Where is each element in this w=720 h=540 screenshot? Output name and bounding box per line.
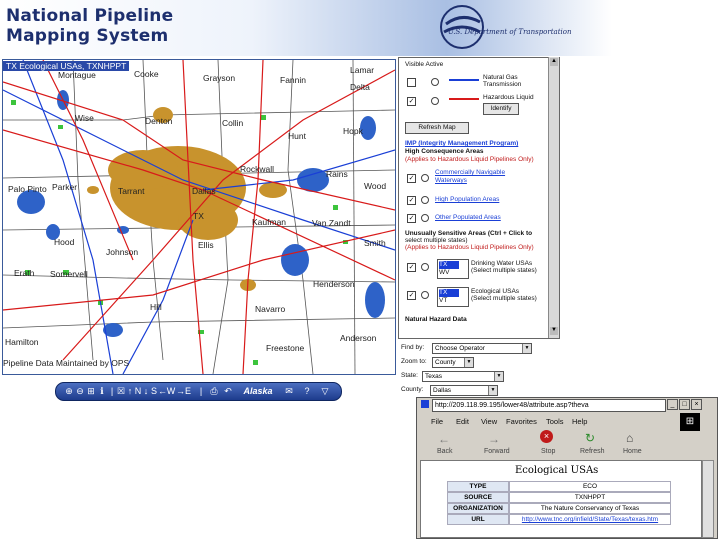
waterways-checkbox[interactable]: ✓ [408, 175, 415, 182]
usa-note: (Applies to Hazardous Liquid Pipelines Only) [405, 244, 534, 251]
county-label-field: County: [401, 386, 424, 393]
county-label: Palo Pinto [8, 184, 47, 194]
dot-logo-icon [436, 4, 488, 50]
county-label: Collin [222, 118, 244, 128]
waterways-link-2[interactable]: Waterways [435, 177, 467, 184]
menu-help[interactable]: Help [572, 417, 588, 426]
print-icon[interactable]: ⎙ [210, 386, 218, 396]
maximize-icon[interactable]: □ [679, 399, 690, 410]
zoom-to-value: County [435, 359, 456, 366]
county-value: Dallas [433, 387, 452, 394]
page-title: Ecological USAs [515, 465, 599, 476]
gas-label-2: Transmission [483, 81, 522, 88]
county-label: Kaufman [252, 217, 287, 227]
county-label: Rockwall [240, 164, 275, 174]
refresh-button[interactable]: Refresh [580, 448, 605, 455]
usa-title-2: select multiple states) [405, 237, 468, 244]
identify-button[interactable]: Identify [483, 103, 519, 115]
attr-key: TYPE [447, 481, 509, 492]
county-label: Montague [58, 70, 96, 80]
county-label: Lamar [350, 65, 375, 75]
chevron-down-icon: ▼ [494, 372, 503, 381]
county-label: Fannin [280, 75, 306, 85]
other-pop-radio[interactable] [421, 214, 429, 222]
liquid-visible-checkbox[interactable]: ✓ [408, 98, 415, 105]
state-option[interactable]: VT [439, 297, 448, 304]
county-label: Hopk [343, 126, 363, 136]
panel-scrollbar[interactable] [548, 57, 559, 338]
back-button[interactable]: Back [437, 448, 453, 455]
close-icon[interactable]: × [691, 399, 702, 410]
attr-value: The Nature Conservancy of Texas [509, 503, 671, 514]
help-icon[interactable]: ? [304, 386, 310, 396]
gas-active-radio[interactable] [431, 78, 439, 86]
county-select[interactable] [430, 385, 498, 396]
county-label: Rains [326, 169, 348, 179]
zoom-out-icon[interactable]: ⊖ [76, 386, 84, 396]
waterways-radio[interactable] [421, 174, 429, 182]
map-toolbar [55, 382, 342, 401]
attribute-page [420, 460, 702, 538]
usa-title: Unusually Sensitive Areas (Ctrl + Click to [405, 230, 533, 237]
waterways-link[interactable]: Commercially Navigable [435, 169, 506, 176]
menu-file[interactable]: File [431, 417, 444, 426]
hca-title: High Consequence Areas [405, 148, 484, 155]
scroll-down-icon[interactable]: ▼ [551, 327, 557, 333]
other-pop-link[interactable]: Other Populated Areas [435, 214, 501, 221]
drinking-label: Drinking Water USAs [471, 260, 533, 267]
county-label: Tarrant [118, 186, 145, 196]
attr-key: SOURCE [447, 492, 509, 503]
forward-arrow-icon[interactable]: → [488, 432, 500, 446]
drinking-state-list[interactable] [437, 259, 469, 279]
agency-caption: U.S. Department of Transportation [448, 28, 572, 36]
find-by-select[interactable] [432, 343, 532, 354]
browser-scrollbar[interactable] [702, 460, 714, 538]
panel-header: Visible Active [405, 61, 444, 68]
county-label: Smith [364, 238, 386, 248]
high-pop-radio[interactable] [421, 196, 429, 204]
eco-checkbox[interactable]: ✓ [408, 292, 415, 299]
eco-label: Ecological USAs [471, 288, 520, 295]
county-label: Van Zandt [312, 218, 351, 228]
gas-visible-checkbox[interactable] [407, 78, 416, 87]
county-label: Johnson [106, 247, 139, 257]
gas-line-swatch [449, 78, 479, 82]
pan-north-button[interactable]: N [134, 386, 142, 396]
attr-value: TXNHPPT [509, 492, 671, 503]
eco-note: (Select multiple states) [471, 295, 537, 302]
drinking-water-radio[interactable] [421, 263, 429, 271]
pan-east-button[interactable]: E [184, 386, 191, 396]
title-line-1: National Pipeline [6, 6, 174, 26]
county-label: Anderson [340, 333, 377, 343]
hca-note: (Applies to Hazardous Liquid Pipelines Only) [405, 156, 534, 163]
state-option[interactable]: TX [439, 289, 459, 297]
county-label: Hamilton [5, 337, 39, 347]
gas-label-1: Natural Gas [483, 74, 518, 81]
arrow-left-icon[interactable]: ← [158, 386, 167, 396]
high-pop-checkbox[interactable]: ✓ [408, 197, 415, 204]
county-label: Freestone [266, 343, 305, 353]
county-label: Cooke [134, 69, 159, 79]
state-value: Texas [425, 373, 442, 380]
menu-tools[interactable]: Tools [546, 417, 564, 426]
pan-icon[interactable]: ☒ [116, 386, 126, 396]
arrow-right-icon[interactable]: → [176, 386, 185, 396]
map-caption: Pipeline Data Maintained by OPS [3, 358, 130, 368]
scroll-up-icon[interactable]: ▲ [551, 58, 557, 64]
legend-panel [398, 57, 560, 339]
drinking-note: (Select multiple states) [471, 267, 537, 274]
imp-link[interactable]: IMP (Integrity Management Program) [405, 140, 519, 147]
zoom-in-icon[interactable]: ⊕ [65, 386, 73, 396]
drinking-water-checkbox[interactable]: ✓ [408, 264, 415, 271]
county-label: Dallas [192, 186, 216, 196]
page-header [0, 0, 720, 56]
triangle-icon[interactable]: ▽ [321, 386, 329, 396]
pan-west-button[interactable]: W [166, 386, 176, 396]
other-pop-checkbox[interactable]: ✓ [408, 215, 415, 222]
liquid-active-radio[interactable] [431, 97, 439, 105]
arrow-down-icon[interactable]: ↓ [143, 386, 149, 396]
county-label: Hunt [288, 131, 306, 141]
pan-south-button[interactable]: S [150, 386, 157, 396]
attr-url-link[interactable]: http://www.tnc.org/infield/State/Texas/texas.htm [509, 514, 671, 525]
chevron-down-icon: ▼ [488, 386, 497, 395]
liquid-line-swatch [449, 97, 479, 101]
address-bar[interactable]: http://209.118.99.195/lower48/attribute.asp?theva [432, 399, 666, 412]
county-label: Erath [14, 268, 35, 278]
chevron-down-icon: ▼ [522, 344, 531, 353]
back-arrow-icon[interactable]: ← [438, 432, 450, 446]
forward-button[interactable]: Forward [484, 448, 510, 455]
state-option[interactable]: WV [439, 269, 450, 276]
windows-logo-icon: ⊞ [680, 413, 700, 431]
county-label: Navarro [255, 304, 286, 314]
home-icon[interactable]: ⌂ [626, 431, 634, 445]
minimize-icon[interactable]: _ [667, 399, 678, 410]
natural-hazard-title: Natural Hazard Data [405, 316, 467, 323]
arrow-up-icon[interactable]: ↑ [127, 386, 133, 396]
county-label: Henderson [313, 279, 355, 289]
stop-icon[interactable]: × [540, 430, 553, 443]
county-label: Wise [75, 113, 94, 123]
zoom-to-label: Zoom to: [401, 358, 427, 365]
title-line-2: Mapping System [6, 26, 169, 46]
state-select[interactable] [422, 371, 504, 382]
menu-view[interactable]: View [481, 417, 498, 426]
refresh-icon[interactable]: ↻ [585, 431, 596, 445]
county-label: Somervell [50, 269, 88, 279]
county-label: Wood [364, 181, 387, 191]
zoom-to-select[interactable] [432, 357, 474, 368]
county-label: Hill [150, 302, 162, 312]
stop-button[interactable]: Stop [541, 448, 556, 455]
state-label: State: [401, 372, 418, 379]
alaska-button[interactable]: Alaska [243, 386, 273, 396]
county-label: Grayson [203, 73, 236, 83]
county-label: TX [193, 211, 204, 221]
refresh-map-button[interactable]: Refresh Map [405, 122, 469, 134]
menu-favorites[interactable]: Favorites [506, 417, 537, 426]
attr-key: ORGANIZATION [447, 503, 509, 514]
separator-icon: | [199, 386, 203, 396]
county-label: Parker [52, 182, 78, 192]
county-label: Hood [54, 237, 75, 247]
mail-icon[interactable]: ✉ [285, 386, 293, 396]
separator-icon: | [110, 386, 114, 396]
menu-edit[interactable]: Edit [456, 417, 469, 426]
ie-icon [421, 400, 429, 408]
high-pop-link[interactable]: High Population Areas [435, 196, 500, 203]
identify-icon[interactable]: ℹ [100, 386, 104, 396]
back-icon[interactable]: ↶ [224, 386, 232, 396]
county-label: Delta [350, 82, 370, 92]
state-option[interactable]: TX [439, 261, 459, 269]
eco-radio[interactable] [421, 291, 429, 299]
map-title-bar: TX Ecological USAs, TXNHPPT [3, 61, 129, 71]
attr-value: ECO [509, 481, 671, 492]
chevron-down-icon: ▼ [464, 358, 473, 367]
home-button[interactable]: Home [623, 448, 642, 455]
county-label: Denton [145, 116, 173, 126]
county-label: Ellis [198, 240, 214, 250]
find-by-label: Find by: [401, 344, 425, 351]
liquid-label-1: Hazardous Liquid [483, 94, 534, 101]
full-extent-icon[interactable]: ⊞ [87, 386, 95, 396]
attr-key: URL [447, 514, 509, 525]
eco-state-list[interactable] [437, 287, 469, 307]
find-by-value: Choose Operator [435, 345, 485, 352]
